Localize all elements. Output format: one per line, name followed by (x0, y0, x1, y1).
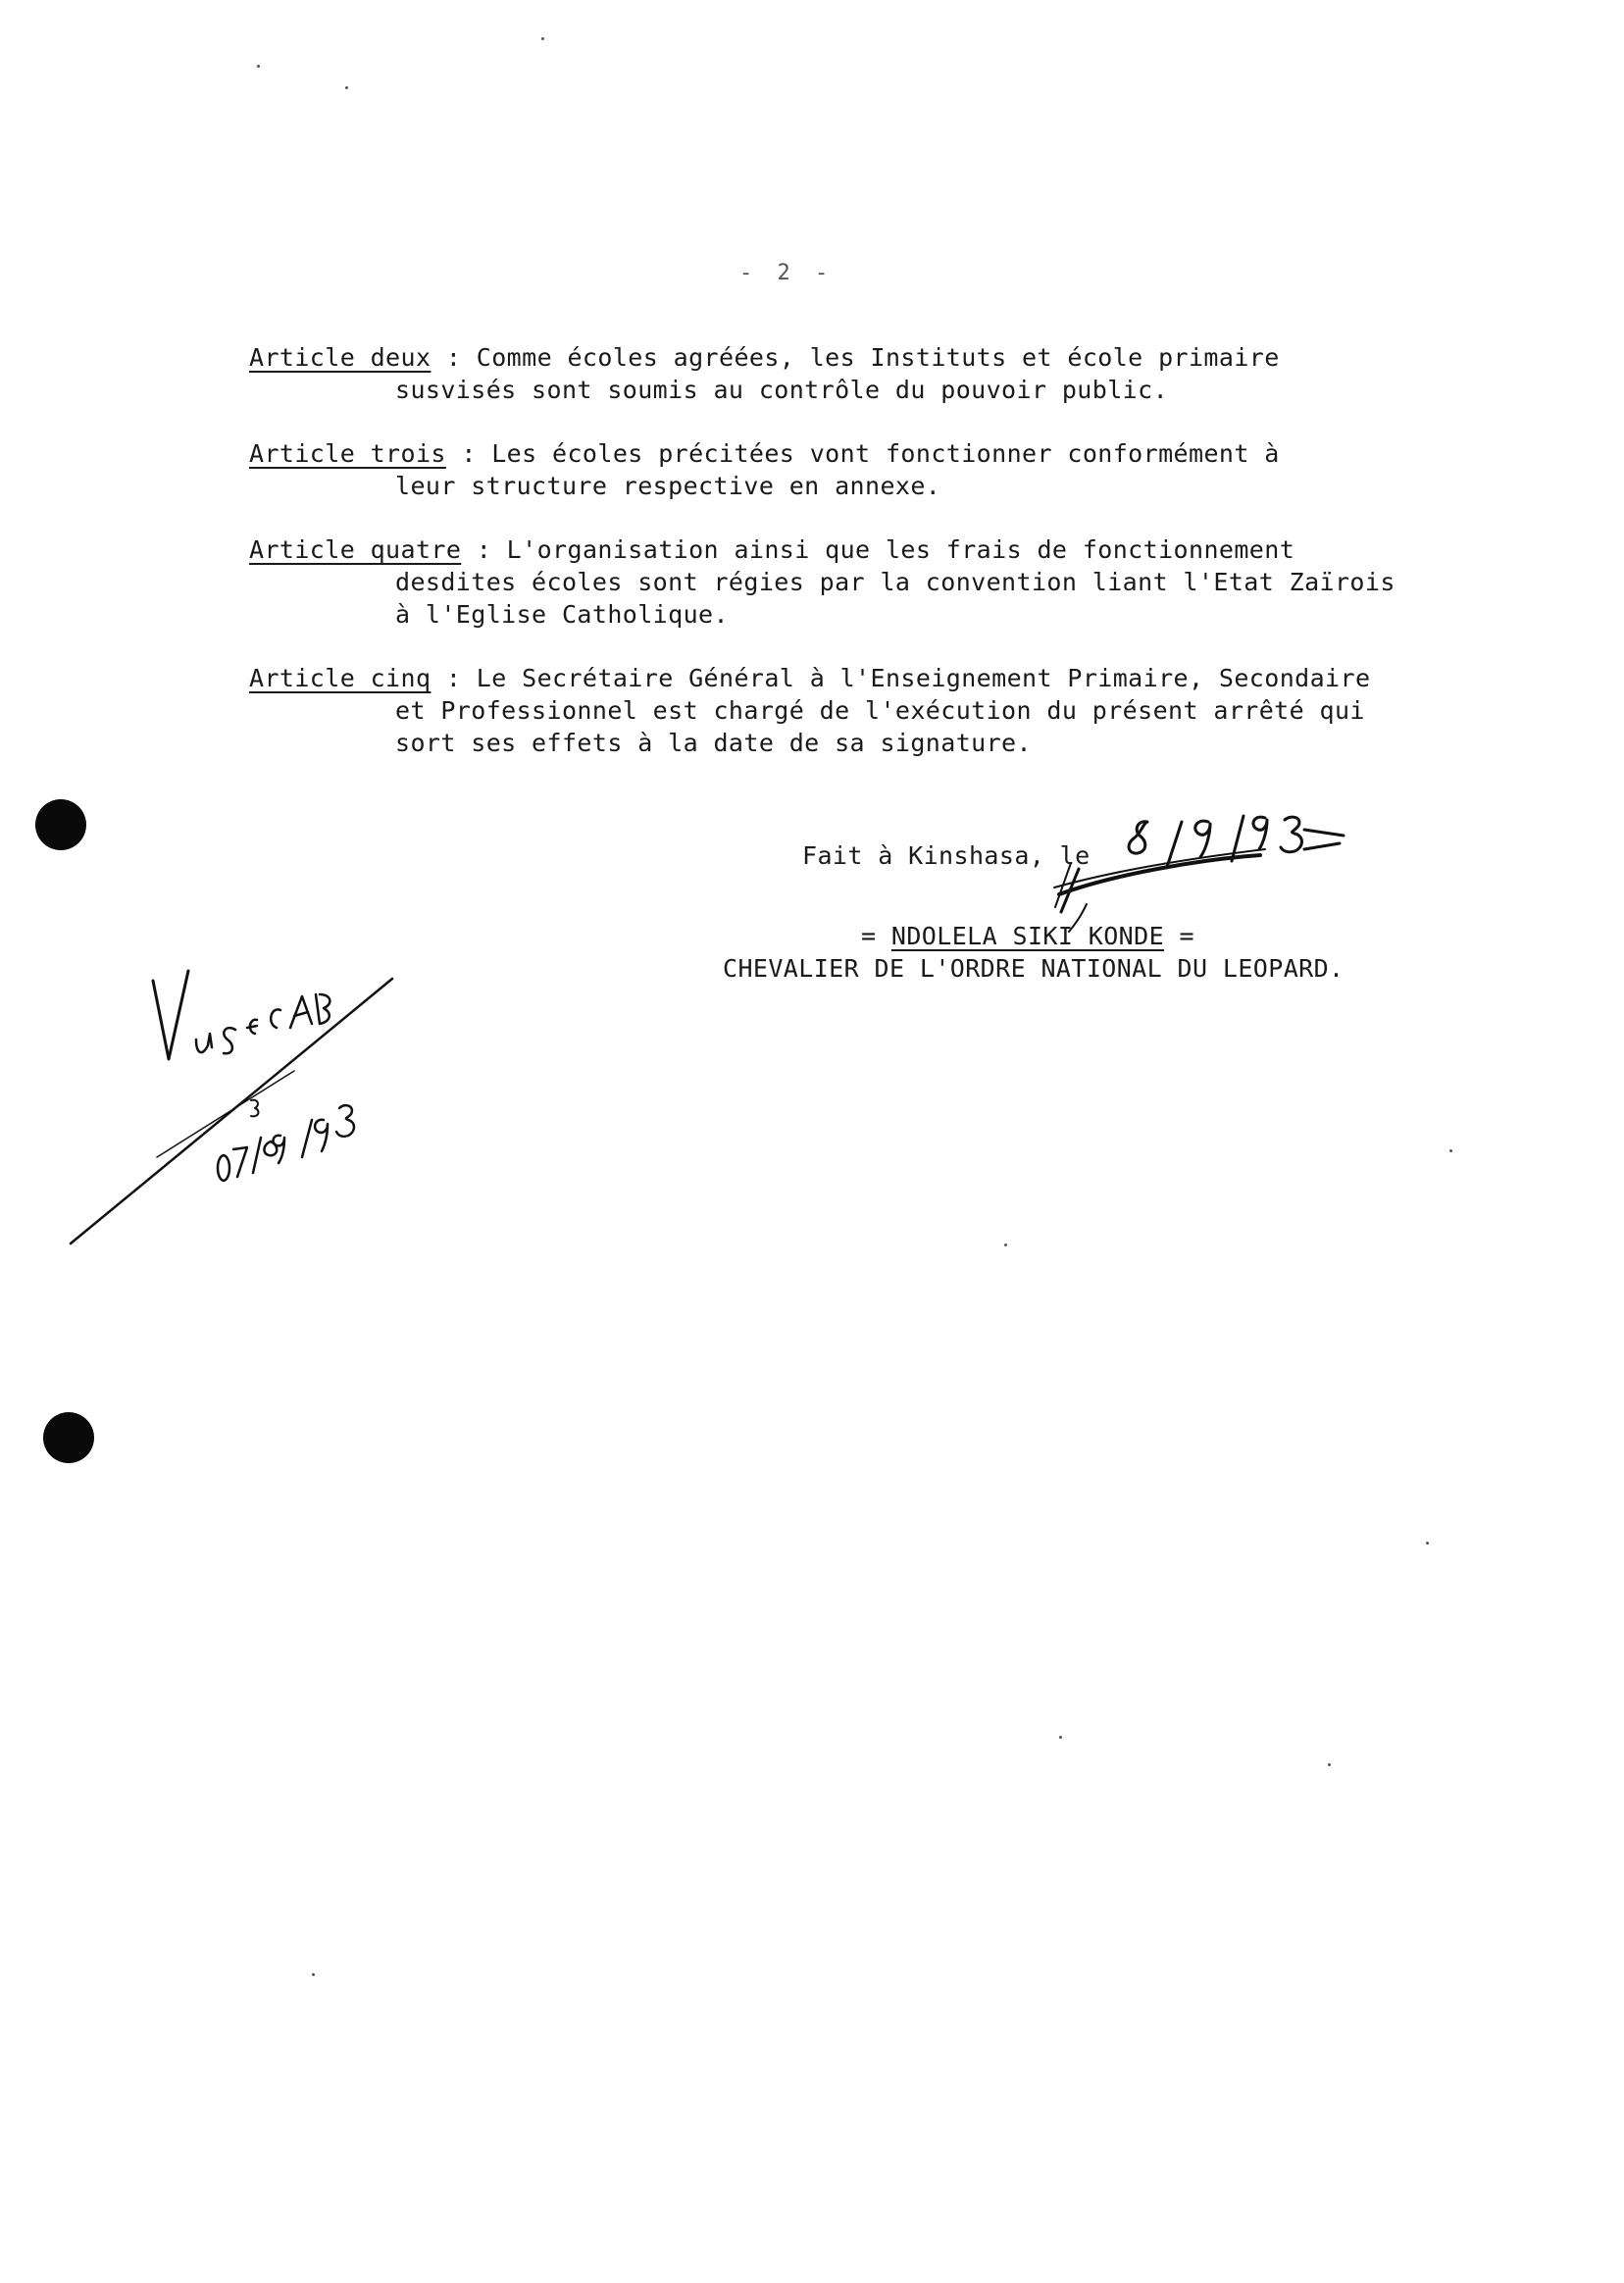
article-label: Article quatre (249, 535, 462, 564)
signatory-name: NDOLELA SIKI KONDE (890, 922, 1165, 950)
article-text-line: : Comme écoles agréées, les Instituts et école primaire (431, 343, 1280, 372)
article-label: Article cinq (249, 664, 431, 692)
scan-speck (1426, 1542, 1429, 1545)
scan-speck (312, 1973, 315, 1976)
article-text-line: : L'organisation ainsi que les frais de fonctionnement (461, 535, 1295, 564)
article-label: Article trois (249, 439, 446, 468)
article-label: Article deux (249, 343, 431, 372)
handwritten-date (1129, 816, 1344, 867)
place-date-label: Fait à Kinshasa, le (802, 841, 1091, 870)
scan-speck (345, 86, 348, 89)
article-text-line: susvisés sont soumis au contrôle du pouvoir public. (395, 376, 1169, 404)
punch-hole (43, 1412, 94, 1463)
article-text-line: : Le Secrétaire Général à l'Enseignement Primaire, Secondaire (431, 664, 1371, 692)
margin-annotation (71, 971, 392, 1243)
article-text-line: sort ses effets à la date de sa signature. (395, 729, 1032, 757)
signatory-title: CHEVALIER DE L'ORDRE NATIONAL DU LEOPARD. (723, 954, 1345, 983)
article-text-line: : Les écoles précitées vont fonctionner conformément à (445, 439, 1280, 468)
article-text-line: à l'Eglise Catholique. (395, 600, 729, 629)
punch-hole (35, 799, 86, 850)
article-text-line: desdites écoles sont régies par la convention liant l'Etat Zaïrois (395, 568, 1396, 596)
article-text-line: et Professionnel est chargé de l'exécution du présent arrêté qui (395, 696, 1365, 725)
scan-speck (1004, 1243, 1007, 1246)
scan-speck (541, 37, 544, 40)
scan-speck (1449, 1149, 1452, 1152)
signatory-line: = NDOLELA SIKI KONDE = (861, 922, 1194, 950)
scan-speck (1328, 1763, 1331, 1766)
signature-scribble (1054, 849, 1265, 932)
scan-speck (1059, 1736, 1062, 1739)
page-number: - 2 - (739, 261, 835, 285)
article-text-line: leur structure respective en annexe. (395, 472, 941, 500)
scan-speck (257, 65, 260, 68)
